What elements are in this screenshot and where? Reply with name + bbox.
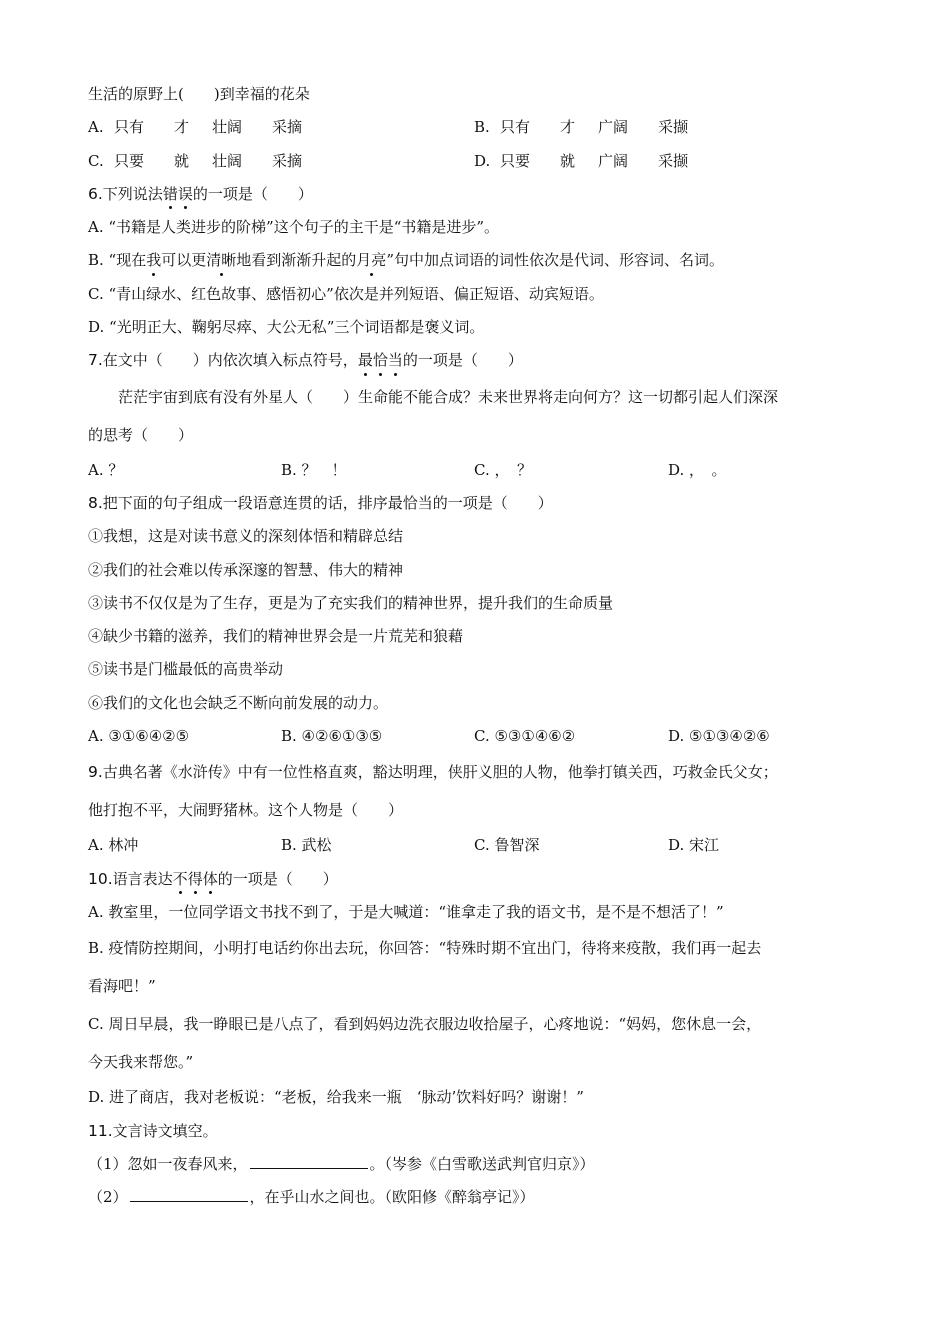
q5-option-row-2	[88, 145, 863, 178]
q11-stem: 11.文言诗文填空。	[88, 1121, 218, 1140]
q7-option-d[interactable]: D. ， 。	[668, 460, 727, 479]
q8-item: ③读书不仅仅是为了生存，更是为了充实我们的精神世界，提升我们的生命质量	[88, 593, 614, 612]
q8-item: ④缺少书籍的滋养，我们的精神世界会是一片荒芜和狼藉	[88, 627, 464, 646]
q7-option-b[interactable]: B. ？ ！	[281, 460, 347, 479]
q5-option-d[interactable]: D. 只要 就 广阔 采撷	[474, 151, 689, 170]
q11-item-2: （2） ，在乎山水之间也。（欧阳修《醉翁亭记》）	[88, 1188, 535, 1207]
q7-option-c[interactable]: C. ， ？	[474, 460, 532, 479]
q9-stem-cont: 他打抱不平，大闹野猪林。这个人物是（ ）	[88, 801, 404, 820]
question-5-tail: 生活的原野上( )到幸福的花朵	[88, 85, 310, 103]
q7-option-a[interactable]: A. ？	[88, 460, 154, 479]
q9-options	[88, 829, 863, 862]
q7-options	[88, 454, 863, 487]
q10-option-d[interactable]: D. 进了商店，我对老板说：“老板，给我来一瓶 ‘脉动’饮料好吗？谢谢！”	[88, 1088, 584, 1107]
q7-passage-cont: 的思考（ ）	[88, 425, 194, 444]
q7-stem: 7.在文中（ ）内依次填入标点符号，最恰当的一项是（ ）	[88, 344, 863, 377]
q7-passage: 茫茫宇宙到底有没有外星人（ ）生命能不能合成？未来世界将走向何方？这一切都引起人们深深	[118, 387, 779, 406]
q9-option-b[interactable]: B. 武松	[281, 836, 332, 855]
q11-item-1: （1）忽如一夜春风来， 。（岑参《白雪歌送武判官归京》）	[88, 1154, 595, 1173]
q9-option-d[interactable]: D. 宋江	[668, 836, 720, 855]
q6-option-b[interactable]: B. “现在我可以更清晰地看到渐渐升起的月亮”句中加点词语的词性依次是代词、形容词、名词。	[88, 244, 863, 277]
exam-page	[88, 78, 863, 1214]
q8-option-a[interactable]: A. ③①⑥④②⑤	[88, 727, 190, 746]
q8-option-b[interactable]: B. ④②⑥①③⑤	[281, 727, 383, 746]
q5-option-row-1	[88, 111, 863, 144]
answer-blank-2[interactable]	[130, 1187, 248, 1202]
q10-option-b[interactable]: B. 疫情防控期间，小明打电话约你出去玩，你回答：“特殊时期不宜出门，待将来疫散，我们再一起去	[88, 939, 762, 958]
q8-stem: 8.把下面的句子组成一段语意连贯的话，排序最恰当的一项是（ ）	[88, 493, 553, 512]
q8-item: ①我想，这是对读书意义的深刻体悟和精辟总结	[88, 527, 404, 546]
q8-option-c[interactable]: C. ⑤③①④⑥②	[474, 727, 576, 746]
answer-blank-1[interactable]	[250, 1154, 368, 1169]
q5-option-b[interactable]: B. 只有 才 广阔 采撷	[474, 118, 689, 137]
q10-option-c[interactable]: C. 周日早晨，我一睁眼已是八点了，看到妈妈边洗衣服边收拾屋子，心疼地说：“妈妈，您休息一会，	[88, 1015, 762, 1034]
q9-option-c[interactable]: C. 鲁智深	[474, 836, 540, 855]
q6-stem: 6.下列说法错误的一项是（ ）	[88, 178, 863, 211]
q5-option-c[interactable]: C. 只要 就 壮阔 采摘	[88, 151, 303, 170]
q8-item: ⑥我们的文化也会缺乏不断向前发展的动力。	[88, 693, 389, 712]
q8-options	[88, 720, 863, 753]
q9-stem: 9.古典名著《水浒传》中有一位性格直爽，豁达明理，侠肝义胆的人物，他拳打镇关西，巧救金氏父女；	[88, 763, 778, 782]
q6-option-a[interactable]: A. “书籍是人类进步的阶梯”这个句子的主干是“书籍是进步”。	[88, 218, 500, 237]
q6-option-d[interactable]: D. “光明正大、鞠躬尽瘁、大公无私”三个词语都是褒义词。	[88, 318, 485, 337]
q9-option-a[interactable]: A. 林冲	[88, 836, 139, 855]
q10-option-b-cont: 看海吧！”	[88, 977, 156, 996]
q10-stem: 10.语言表达不得体的一项是（ ）	[88, 863, 863, 896]
q10-option-a[interactable]: A. 教室里，一位同学语文书找不到了，于是大喊道：“谁拿走了我的语文书，是不是不想活了！”	[88, 902, 724, 921]
q8-option-d[interactable]: D. ⑤①③④②⑥	[668, 727, 770, 746]
q5-option-a[interactable]: A. 只有 才 壮阔 采摘	[88, 118, 303, 137]
q8-item: ②我们的社会难以传承深邃的智慧、伟大的精神	[88, 560, 404, 579]
q6-option-c[interactable]: C. “青山绿水、红色故事、感悟初心”依次是并列短语、偏正短语、动宾短语。	[88, 284, 604, 303]
q10-option-c-cont: 今天我来帮您。”	[88, 1053, 194, 1072]
q8-item: ⑤读书是门槛最低的高贵举动	[88, 660, 284, 679]
